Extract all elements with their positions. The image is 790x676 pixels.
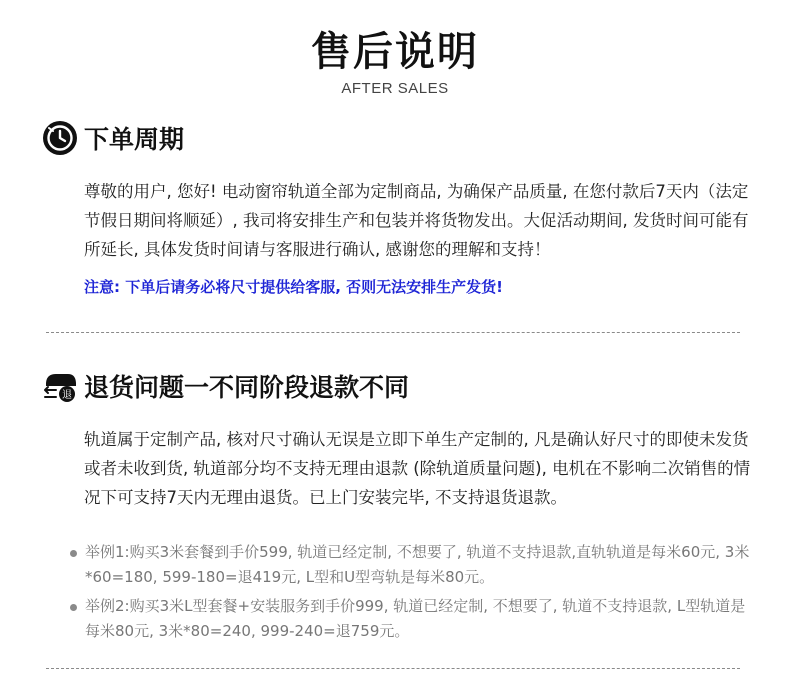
bullet-dot — [70, 604, 77, 611]
section-heading: 下单周期 — [84, 125, 185, 154]
example-text: 举例1:购买3米套餐到手价599, 轨道已经定制, 不想要了, 轨道不支持退款,直轨轨道是每米60元, 3米*60=180, 599-180=退419元, L型和U型弯轨是每米80元。 — [85, 543, 750, 586]
example-item-1 — [70, 540, 750, 590]
divider — [46, 668, 740, 669]
bullet-dot — [70, 550, 77, 557]
order-notice: 注意: 下单后请务必将尺寸提供给客服, 否则无法安排生产发货! — [84, 278, 503, 296]
clock-icon — [42, 120, 78, 156]
section-return-header — [42, 366, 409, 406]
page-title: 售后说明 — [311, 29, 479, 75]
page-subtitle: AFTER SALES — [341, 80, 449, 97]
return-badge-text: 退 — [62, 390, 72, 401]
return-paragraph: 轨道属于定制产品, 核对尺寸确认无误是立即下单生产定制的, 凡是确认好尺寸的即使未发货或者未收到货, 轨道部分均不支持无理由退款 (除轨道质量问题), 电机在不影响二次销售的情况下可支持7天内无理由退货。已上门安装完毕, 不支持退货退款。 — [84, 430, 751, 507]
section-order-cycle-header — [42, 118, 184, 158]
example-item-2 — [70, 594, 750, 644]
order-cycle-paragraph: 尊敬的用户, 您好! 电动窗帘轨道全部为定制商品, 为确保产品质量, 在您付款后7天内（法定节假日期间将顺延）, 我司将安排生产和包装并将货物发出。大促活动期间, 发货时间可能有所延长, 具体发货时间请与客服进行确认, 感谢您的理解和支持！ — [84, 182, 749, 259]
return-truck-icon — [42, 368, 78, 404]
example-text: 举例2:购买3米L型套餐+安装服务到手价999, 轨道已经定制, 不想要了, 轨道不支持退款, L型轨道是每米80元, 3米*80=240, 999-240=退759元。 — [85, 597, 746, 640]
divider — [46, 332, 740, 333]
section-heading: 退货问题一不同阶段退款不同 — [84, 373, 410, 402]
